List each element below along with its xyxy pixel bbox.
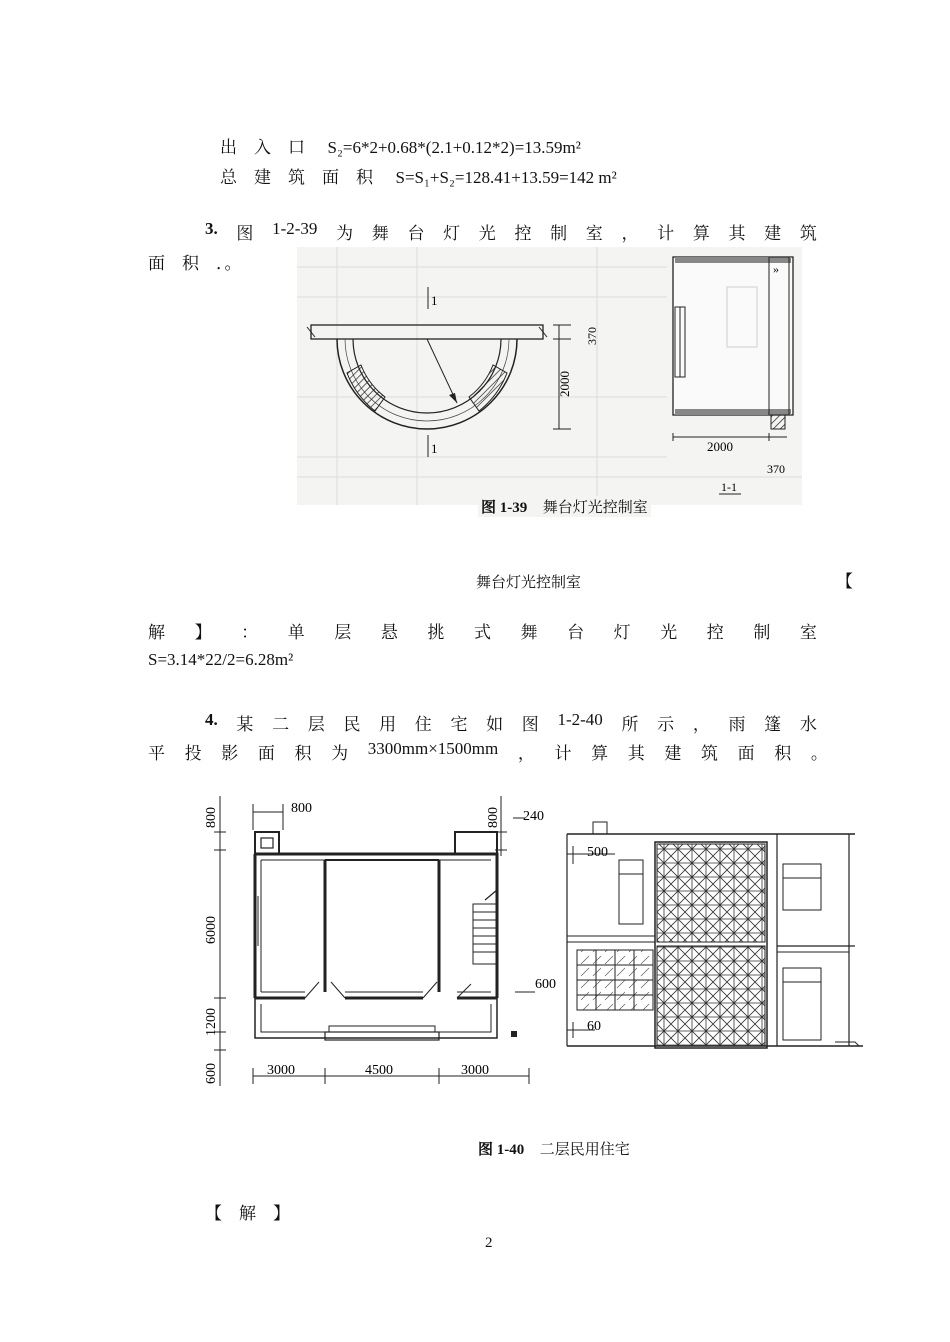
- figure-subtitle: 舞台灯光控制室: [476, 575, 582, 591]
- section-name: 1-1: [721, 480, 737, 494]
- dim-1200: 1200: [204, 1008, 219, 1036]
- total-formula: S=S₁+S₂=128.41+13.59=142 m²: [395, 168, 617, 187]
- q3-line2: 面 积 ．。: [148, 254, 242, 273]
- q3-word: 室: [585, 224, 603, 243]
- caption-number: 图 1-40: [478, 1142, 525, 1158]
- q4-answer-label: 【 解 】: [205, 1204, 290, 1223]
- q3-figure-ref: 1-2-39: [272, 219, 318, 238]
- answer-word: 悬: [380, 623, 398, 642]
- q3-answer-line1: [148, 618, 817, 643]
- q4-word: 如: [486, 715, 504, 734]
- q3-line1: [205, 219, 817, 244]
- q4-word: 计: [554, 744, 572, 763]
- q3-word: 图: [236, 224, 254, 243]
- q4-dimension: 3300mm×1500mm: [367, 739, 499, 758]
- q4-word: 雨: [728, 715, 746, 734]
- dim-600-right: 600: [535, 977, 556, 992]
- figure-1-39: [297, 247, 802, 505]
- q4-word: 平: [148, 744, 165, 763]
- q4-word: 算: [591, 744, 609, 763]
- answer-word: ：: [241, 623, 259, 642]
- dim-4500: 4500: [365, 1063, 393, 1078]
- q4-word: 积: [774, 744, 792, 763]
- entrance-area-line: [220, 133, 581, 158]
- q3-word: 台: [407, 224, 425, 243]
- figure-1-40: [195, 786, 875, 1094]
- q3-word: 计: [657, 224, 675, 243]
- dim-6000: 6000: [204, 916, 219, 944]
- q4-word: 水: [799, 715, 817, 734]
- q3-answer-line2: S=3.14*22/2=6.28m²: [148, 650, 294, 669]
- answer-word: 控: [706, 623, 724, 642]
- entrance-label: 出 入 口: [220, 138, 305, 157]
- dim-370-vertical: 370: [585, 327, 599, 345]
- q3-number: 3.: [205, 219, 218, 238]
- q4-word: 积: [294, 744, 312, 763]
- dim-800-top-left: 800: [204, 807, 219, 828]
- answer-word: 舞: [520, 623, 538, 642]
- q4-word: 影: [221, 744, 239, 763]
- caption-text: 二层民用住宅: [539, 1142, 630, 1158]
- dim-800-top-right: 800: [486, 807, 501, 828]
- caption-text: 舞台灯光控制室: [542, 500, 648, 516]
- q4-word: 其: [627, 744, 645, 763]
- section-mark-top: 1: [431, 293, 438, 308]
- answer-word: 】: [194, 623, 212, 642]
- answer-word: 台: [567, 623, 585, 642]
- dim-500: 500: [587, 845, 608, 860]
- q3-word: 控: [514, 224, 532, 243]
- q4-word: 图: [521, 715, 539, 734]
- q4-word: 面: [257, 744, 275, 763]
- q3-word: 舞: [371, 224, 389, 243]
- dim-370-horizontal: 370: [767, 462, 785, 476]
- answer-word: 灯: [613, 623, 631, 642]
- q4-word: 所: [621, 715, 639, 734]
- q4-word: 二: [272, 715, 290, 734]
- answer-word: 室: [799, 623, 817, 642]
- figure-1-39-caption: [478, 496, 651, 517]
- dim-240: 240: [523, 809, 544, 824]
- q4-word: ，: [517, 744, 535, 763]
- q3-word: 筑: [799, 224, 817, 243]
- q3-word: ，: [621, 224, 639, 243]
- stage-lighting-drawing: [297, 247, 802, 505]
- dim-2000-vertical: 2000: [557, 371, 572, 397]
- dim-2000-horizontal: 2000: [707, 439, 733, 454]
- q4-word: 面: [737, 744, 755, 763]
- q4-word: 层: [307, 715, 325, 734]
- q4-word: 民: [343, 715, 361, 734]
- dim-600-left: 600: [204, 1063, 219, 1084]
- q4-word: 宅: [450, 715, 468, 734]
- q3-word: 灯: [443, 224, 461, 243]
- dim-3000-left: 3000: [267, 1063, 295, 1078]
- answer-word: 挑: [427, 623, 445, 642]
- q4-word: 示: [657, 715, 675, 734]
- q4-word: 筑: [700, 744, 718, 763]
- q4-word: 为: [331, 744, 349, 763]
- q3-word: 其: [728, 224, 746, 243]
- q4-number: 4.: [205, 710, 218, 729]
- caption-number: 图 1-39: [481, 500, 528, 516]
- q4-word: 。: [810, 744, 828, 763]
- entrance-formula: S₂=6*2+0.68*(2.1+0.12*2)=13.59m²: [327, 138, 581, 157]
- q4-line1: [205, 710, 817, 735]
- q4-figure-ref: 1-2-40: [557, 710, 603, 729]
- q4-word: 投: [184, 744, 202, 763]
- bracket-open: 【: [836, 572, 853, 591]
- total-area-line: [220, 163, 617, 188]
- q3-word: 为: [336, 224, 354, 243]
- answer-word: 制: [753, 623, 771, 642]
- dim-800-horizontal: 800: [291, 801, 312, 816]
- q4-word: 篷: [764, 715, 782, 734]
- q3-word: 建: [764, 224, 782, 243]
- q4-word: ，: [692, 715, 710, 734]
- answer-word: 光: [660, 623, 678, 642]
- answer-word: 式: [473, 623, 491, 642]
- answer-word: 单: [287, 623, 305, 642]
- q4-word: 某: [236, 715, 254, 734]
- q4-word: 住: [414, 715, 432, 734]
- q4-line2: [148, 739, 828, 764]
- residence-drawing: [195, 786, 875, 1094]
- q3-word: 光: [478, 224, 496, 243]
- total-label: 总 建 筑 面 积: [220, 168, 373, 187]
- page-number: 2: [485, 1235, 493, 1251]
- figure-1-40-caption: [478, 1138, 630, 1159]
- dim-3000-right: 3000: [461, 1063, 489, 1078]
- dim-60: 60: [587, 1019, 601, 1034]
- answer-word: 解: [148, 623, 165, 642]
- q3-word: 算: [692, 224, 710, 243]
- answer-word: 层: [334, 623, 352, 642]
- section-mark-bottom: 1: [431, 441, 438, 456]
- q3-word: 制: [550, 224, 568, 243]
- q4-word: 建: [664, 744, 682, 763]
- section-arrow-icon: »: [773, 262, 779, 276]
- q4-word: 用: [379, 715, 397, 734]
